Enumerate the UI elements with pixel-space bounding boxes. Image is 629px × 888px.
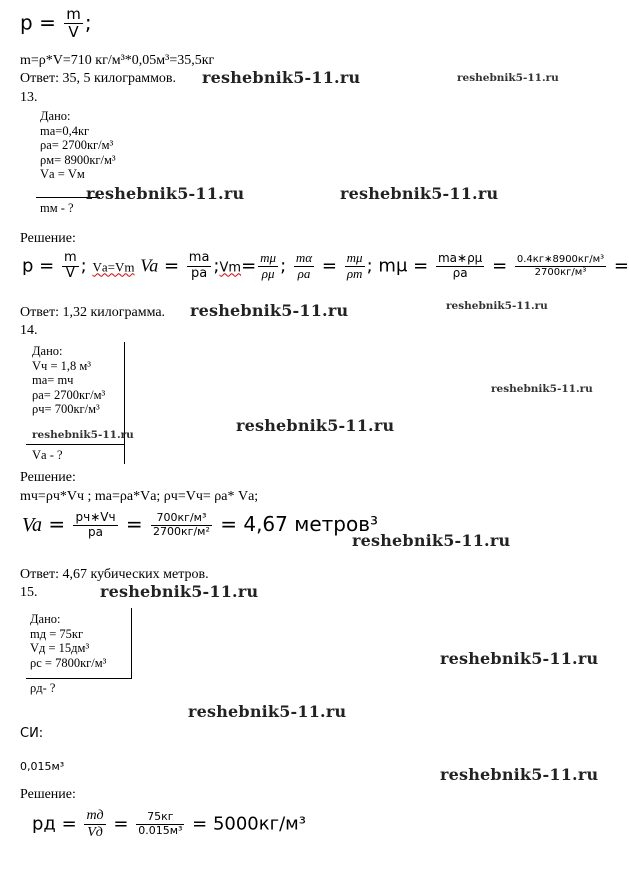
answer-13: Ответ: 1,32 килограмма.: [20, 305, 166, 320]
formula-symbol: =: [613, 255, 629, 277]
formula-result: = 5000кг/м³: [192, 813, 306, 835]
given-item: ρм= 8900кг/м³: [40, 152, 116, 167]
fraction-denominator: ρa: [452, 265, 468, 280]
given-item: mд = 75кг: [30, 626, 84, 641]
formula-symbol: =: [48, 511, 66, 536]
fraction-numerator: 0.4кг∗8900кг/м³: [516, 254, 605, 266]
given-item: Vа = Vм: [40, 167, 85, 181]
fraction-numerator: mμ: [346, 250, 363, 265]
fraction-denominator: V: [68, 23, 79, 42]
fraction-numerator: mμ: [260, 250, 277, 265]
formula-symbol: Vm: [219, 260, 242, 276]
fraction: [345, 251, 365, 282]
solution-formula-15: [32, 808, 306, 841]
fraction: [187, 251, 212, 282]
formula-symbol: =: [413, 255, 429, 277]
formula-symbol: p: [22, 255, 34, 277]
given-item: ρа= 2700кг/м³: [40, 138, 114, 152]
given-divider: [26, 444, 124, 445]
find-item: ρд- ?: [30, 681, 56, 695]
fraction-numerator: pч∗Vч: [75, 510, 116, 524]
solution-line: mч=ρч*Vч ; mа=ρа*Vа; ρч=Vч= ρа* Vа;: [20, 489, 259, 504]
formula-symbol: ;: [213, 255, 220, 277]
fraction: [436, 252, 484, 281]
formula-symbol: ;: [80, 255, 87, 277]
given-title: Дано:: [40, 109, 71, 123]
fraction-numerator: mα: [295, 250, 313, 265]
formula-text: Vа=Vm: [92, 259, 135, 275]
fraction: [84, 808, 105, 841]
fraction-denominator: ρa: [297, 265, 311, 281]
given-item: ρс = 7800кг/м³: [30, 655, 107, 670]
watermark: reshebnik5-11.ru: [202, 68, 361, 87]
formula-symbol: mμ: [378, 255, 408, 277]
watermark: reshebnik5-11.ru: [440, 765, 599, 784]
find-item: Vа - ?: [32, 448, 63, 462]
formula-symbol: =: [125, 511, 143, 536]
formula-result: = 4,67 метров³: [220, 511, 379, 536]
formula-symbol: Va: [140, 255, 159, 276]
fraction: [515, 254, 606, 278]
fraction: [64, 6, 83, 42]
problem-number: 14.: [20, 323, 38, 338]
watermark: reshebnik5-11.ru: [86, 184, 245, 203]
formula-symbol: =: [113, 813, 129, 835]
watermark: reshebnik5-11.ru: [491, 383, 593, 395]
answer-14: Ответ: 4,67 кубических метров.: [20, 567, 209, 582]
fraction-denominator: V: [65, 265, 75, 281]
watermark: reshebnik5-11.ru: [236, 416, 395, 435]
watermark: reshebnik5-11.ru: [457, 72, 559, 84]
fraction: [294, 251, 314, 282]
formula-symbol: ;: [280, 255, 287, 277]
formula-symbol: =: [241, 255, 257, 277]
formula-symbol: =: [39, 10, 56, 35]
fraction-denominator: ρm: [346, 265, 363, 281]
fraction-numerator: m: [66, 5, 81, 23]
fraction-denominator: ρμ: [261, 265, 275, 281]
solution-label: Решение:: [20, 787, 76, 802]
watermark: reshebnik5-11.ru: [100, 582, 259, 601]
watermark: reshebnik5-11.ru: [446, 300, 548, 312]
formula-symbol: =: [492, 255, 508, 277]
given-block: [32, 344, 105, 417]
formula-symbol: p: [20, 10, 33, 35]
given-divider: [26, 678, 132, 679]
fraction: [73, 511, 117, 540]
given-item: ρч= 700кг/м³: [32, 402, 100, 416]
fraction-denominator: Vд: [87, 825, 103, 841]
formula-symbol: =: [61, 813, 77, 835]
solution-label: Решение:: [20, 470, 76, 485]
formula-symbol: Va: [22, 513, 42, 536]
formula-symbol: =: [163, 255, 180, 277]
watermark: reshebnik5-11.ru: [340, 184, 499, 203]
given-item: mа=0,4кг: [40, 123, 90, 138]
fraction-denominator: pa: [88, 524, 103, 539]
watermark: reshebnik5-11.ru: [32, 429, 134, 441]
fraction-numerator: 75кг: [136, 811, 184, 825]
fraction-numerator: 700кг/м³: [151, 512, 212, 526]
formula-symbol: =: [39, 255, 55, 277]
fraction: [62, 251, 79, 282]
fraction-numerator: mд: [84, 808, 105, 825]
fraction-numerator: mа: [188, 250, 210, 265]
fraction-denominator: 2700кг/м²: [153, 524, 210, 538]
solution-formula-14: [22, 511, 378, 540]
given-item: Vд = 15дм³: [30, 641, 90, 655]
given-vertical-divider: [131, 608, 132, 678]
given-item: Vч = 1,8 м³: [32, 358, 92, 373]
fraction-denominator: pa: [190, 265, 208, 281]
given-block: [30, 612, 106, 670]
watermark: reshebnik5-11.ru: [440, 649, 599, 668]
si-label: СИ:: [20, 726, 44, 741]
fraction: [258, 251, 278, 282]
fraction-numerator: mа∗ρμ: [437, 251, 483, 266]
top-density-formula: [20, 6, 92, 42]
watermark: reshebnik5-11.ru: [352, 531, 511, 550]
fraction: [136, 811, 184, 837]
problem-number: 13.: [20, 90, 38, 105]
given-item: ρа= 2700кг/м³: [32, 387, 106, 402]
solution-formula-13: [22, 251, 629, 282]
formula-symbol: =: [321, 255, 337, 277]
given-title: Дано:: [32, 344, 63, 358]
mass-calculation-line: m=ρ*V=710 кг/м³*0,05м³=35,5кг: [20, 53, 215, 68]
given-title: Дано:: [30, 612, 61, 626]
solution-label: Решение:: [20, 231, 76, 246]
answer-12: Ответ: 35, 5 килограммов.: [20, 71, 177, 86]
given-block: [40, 109, 116, 182]
si-value: 0,015м³: [20, 760, 65, 773]
fraction-denominator: 2700кг/м³: [534, 266, 587, 278]
fraction-denominator: 0.015м³: [138, 824, 183, 838]
given-vertical-divider: [124, 342, 125, 464]
given-item: mа= mч: [32, 373, 74, 387]
problem-number: 15.: [20, 585, 38, 600]
watermark: reshebnik5-11.ru: [190, 301, 349, 320]
fraction: [151, 512, 212, 538]
find-item: mм - ?: [40, 201, 74, 215]
fraction-numerator: m: [64, 250, 77, 265]
formula-symbol: ;: [366, 255, 373, 277]
formula-symbol: ;: [84, 10, 92, 35]
watermark: reshebnik5-11.ru: [188, 702, 347, 721]
formula-symbol: pд: [32, 813, 56, 835]
